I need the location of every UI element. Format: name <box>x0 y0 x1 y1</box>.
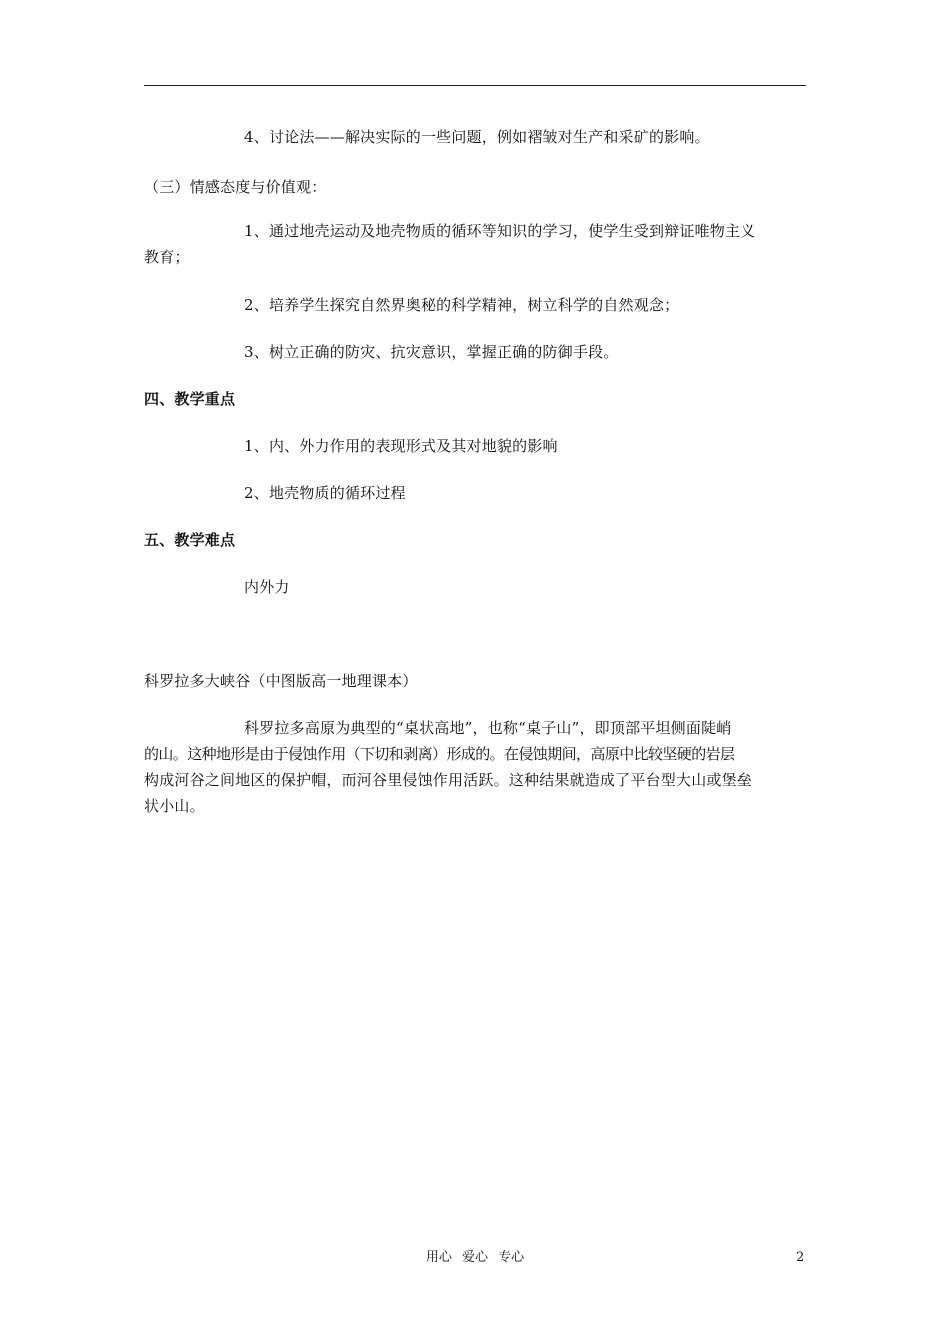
reading-paragraph-line-2: 的山。这种地形是由于侵蚀作用（下切和剥离）形成的。在侵蚀期间，高原中比较坚硬的岩层 <box>144 745 735 763</box>
key-point-2: 2、地壳物质的循环过程 <box>244 484 406 502</box>
section-heading-key-points: 四、教学重点 <box>144 390 236 408</box>
attitude-item-3: 3、树立正确的防灾、抗灾意识，掌握正确的防御手段。 <box>244 343 619 361</box>
attitude-item-2: 2、培养学生探究自然界奥秘的科学精神，树立科学的自然观念； <box>244 296 680 314</box>
footer-slogan: 用心 爱心 专心 <box>425 1250 525 1265</box>
reading-paragraph-line-1: 科罗拉多高原为典型的“桌状高地”，也称“桌子山”，即顶部平坦侧面陡峭 <box>244 719 732 737</box>
attitude-item-1: 1、通过地壳运动及地壳物质的循环等知识的学习，使学生受到辩证唯物主义 <box>244 222 756 240</box>
method-item-4: 4、讨论法——解决实际的一些问题，例如褶皱对生产和采矿的影响。 <box>244 128 710 146</box>
header-rule <box>144 85 806 86</box>
reading-paragraph-line-4: 状小山。 <box>144 797 205 815</box>
difficulty-item: 内外力 <box>244 578 290 596</box>
section-heading-difficulties: 五、教学难点 <box>144 531 236 549</box>
page-number: 2 <box>796 1250 805 1265</box>
section-heading-attitudes: （三）情感态度与价值观： <box>144 178 327 196</box>
reading-title: 科罗拉多大峡谷（中图版高一地理课本） <box>144 672 418 690</box>
key-point-1: 1、内、外力作用的表现形式及其对地貌的影响 <box>244 437 558 455</box>
attitude-item-1-continued: 教育； <box>144 248 190 266</box>
reading-paragraph-line-3: 构成河谷之间地区的保护帽，而河谷里侵蚀作用活跃。这种结果就造成了平台型大山或堡垒 <box>144 771 753 789</box>
